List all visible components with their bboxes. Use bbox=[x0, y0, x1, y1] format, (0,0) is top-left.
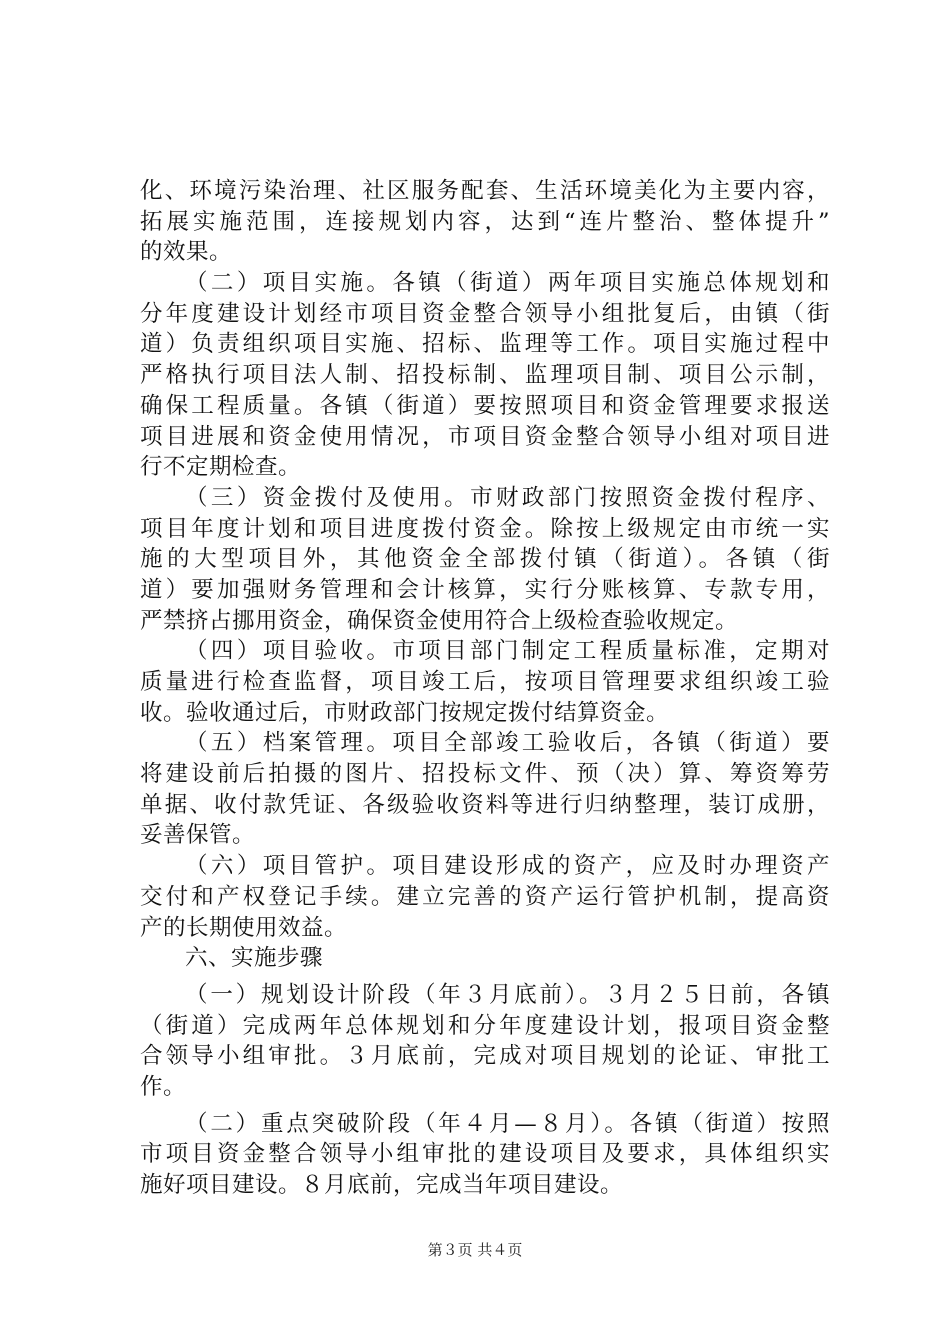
text-line: 质量进行检查监督，项目竣工后，按项目管理要求组织竣工验 bbox=[140, 669, 830, 695]
text-line: 严格执行项目法人制、招投标制、监理项目制、项目公示制， bbox=[140, 362, 830, 389]
text-line: 施好项目建设。８月底前，完成当年项目建设。 bbox=[140, 1172, 624, 1198]
text-line: 收。验收通过后，市财政部门按规定拨付结算资金。 bbox=[140, 699, 670, 726]
text-line: 作。 bbox=[140, 1073, 187, 1100]
text-line: 道）负责组织项目实施、招标、监理等工作。项目实施过程中 bbox=[140, 331, 830, 358]
text-line: 单据、收付款凭证、各级验收资料等进行归纳整理，装订成册， bbox=[140, 791, 830, 818]
text-line: 道）要加强财务管理和会计核算，实行分账核算、专款专用， bbox=[140, 576, 830, 603]
text-line: 拓展实施范围，连接规划内容，达到“连片整治、整体提升” bbox=[140, 208, 830, 235]
text-line: 化、环境污染治理、社区服务配套、生活环境美化为主要内容， bbox=[140, 178, 830, 204]
text-line: 行不定期检查。 bbox=[140, 454, 302, 481]
text-line: 确保工程质量。各镇（街道）要按照项目和资金管理要求报送 bbox=[140, 392, 830, 419]
text-line: 妥善保管。 bbox=[140, 822, 256, 849]
paragraph-start-line: （二）重点突破阶段（年４月—８月）。各镇（街道）按照 bbox=[185, 1110, 830, 1137]
text-line: 市项目资金整合领导小组审批的建设项目及要求，具体组织实 bbox=[140, 1141, 830, 1168]
text-line: 严禁挤占挪用资金，确保资金使用符合上级检查验收规定。 bbox=[140, 607, 739, 634]
paragraph-start-line: （六）项目管护。项目建设形成的资产，应及时办理资产 bbox=[185, 853, 830, 880]
text-line: 分年度建设计划经市项目资金整合领导小组批复后，由镇（街 bbox=[140, 300, 830, 327]
text-line: 的效果。 bbox=[140, 239, 233, 266]
paragraph-start-line: （二）项目实施。各镇（街道）两年项目实施总体规划和 bbox=[185, 270, 830, 297]
text-line: （街道）完成两年总体规划和分年度建设计划，报项目资金整 bbox=[140, 1012, 830, 1039]
document-body bbox=[140, 176, 830, 1201]
text-line: 项目年度计划和项目进度拨付资金。除按上级规定由市统一实 bbox=[140, 515, 830, 542]
text-line: 施的大型项目外，其他资金全部拨付镇（街道）。各镇（街 bbox=[140, 546, 830, 573]
paragraph-start-line: （四）项目验收。市项目部门制定工程质量标准，定期对 bbox=[185, 638, 830, 665]
section-heading: 六、实施步骤 bbox=[185, 945, 324, 972]
page-number-footer: 第３页 共４页 bbox=[427, 1241, 523, 1259]
paragraph-start-line: （五）档案管理。项目全部竣工验收后，各镇（街道）要 bbox=[185, 730, 830, 757]
text-line: 将建设前后拍摄的图片、招投标文件、预（决）算、筹资筹劳 bbox=[140, 761, 830, 788]
paragraph-start-line: （一）规划设计阶段（年３月底前）。３月２５日前，各镇 bbox=[185, 981, 830, 1008]
paragraph-start-line: （三）资金拨付及使用。市财政部门按照资金拨付程序、 bbox=[185, 484, 830, 511]
text-line: 项目进展和资金使用情况，市项目资金整合领导小组对项目进 bbox=[140, 423, 830, 450]
text-line: 合领导小组审批。３月底前，完成对项目规划的论证、审批工 bbox=[140, 1043, 830, 1070]
text-line: 产的长期使用效益。 bbox=[140, 914, 348, 941]
text-line: 交付和产权登记手续。建立完善的资产运行管护机制，提高资 bbox=[140, 883, 830, 910]
